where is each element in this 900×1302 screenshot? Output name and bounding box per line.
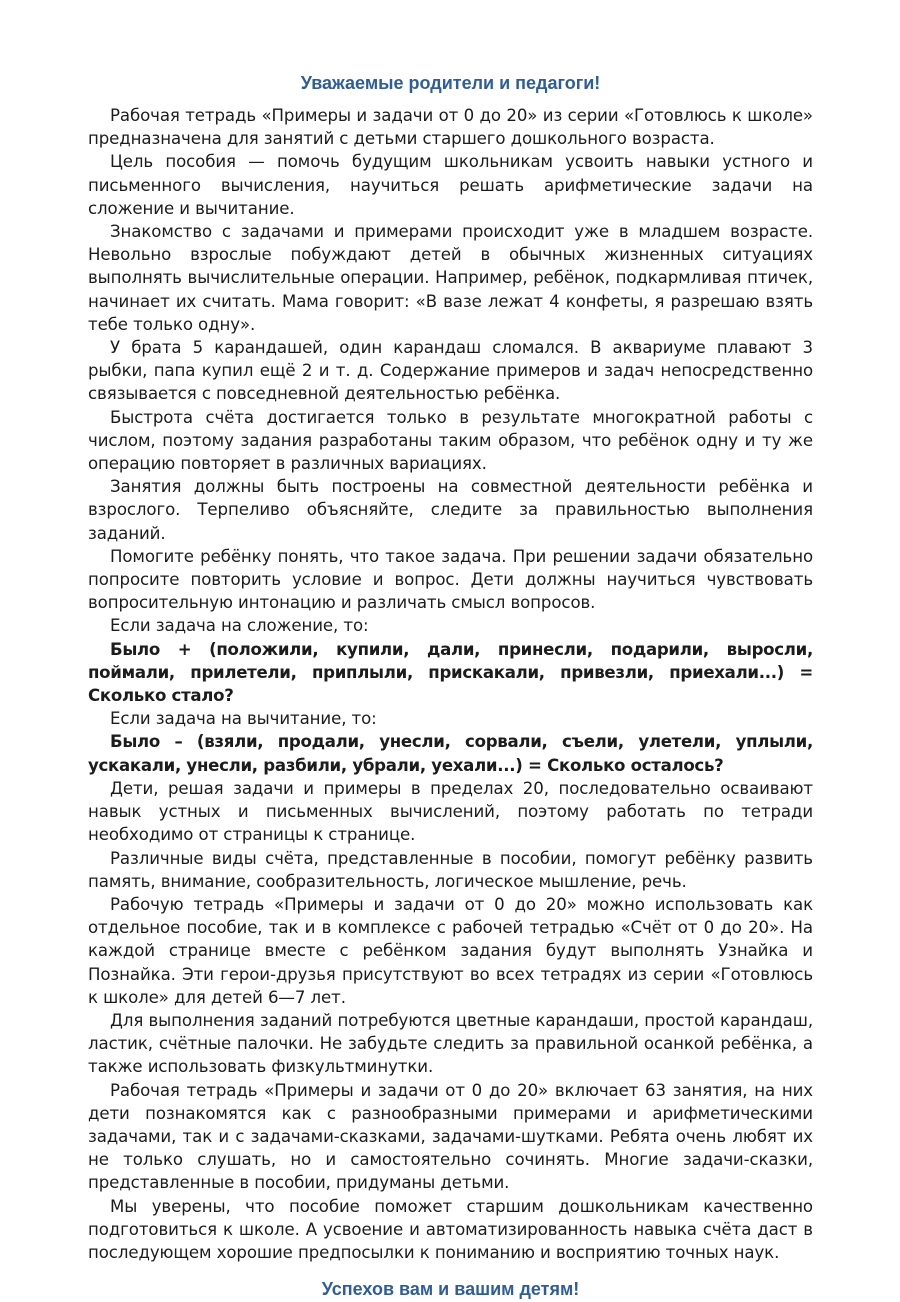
paragraph-understand-task: Помогите ребёнку понять, что такое задача. При решении задачи обязательно попросите повторить условие и вопрос. Дети должны научиться чувствовать вопросительную интонацию и различать смысл вопросов. [88, 546, 813, 613]
paragraph-counting-types: Различные виды счёта, представленные в пособии, помогут ребёнку развить память, внимание, сообразительность, логическое мышление, речь. [88, 848, 813, 891]
paragraph-conclusion: Мы уверены, что пособие поможет старшим дошкольникам качественно подготовиться к школе. А усвоение и автоматизированность навыка счёта даст в последующем хорошие предпосылки к пониманию и восприятию точных наук. [88, 1196, 813, 1262]
paragraph-pencils-example: У брата 5 карандашей, один карандаш сломался. В аквариуме плавают 3 рыбки, папа купил ещё 2 и т. д. Содержание примеров и задач непосредственно связывается с повседневной деятельностью ребёнка. [88, 338, 813, 404]
paragraph-addition-intro: Если задача на сложение, то: [110, 616, 369, 636]
paragraph-within-20: Дети, решая задачи и примеры в пределах 20, последовательно осваивают навык устных и письменных вычислений, поэтому работать по тетради необходимо от страницы к странице. [88, 778, 813, 845]
page-heading: Уважаемые родители и педагоги! [300, 73, 601, 93]
paragraph-subtraction-intro: Если задача на вычитание, то: [110, 709, 377, 729]
paragraph-joint-activity: Занятия должны быть построены на совместной деятельности ребёнка и взрослого. Терпеливо объясняйте, следите за правильностью выполнения заданий. [88, 477, 813, 543]
paragraph-workbook-usage: Рабочую тетрадь «Примеры и задачи от 0 до 20» можно использовать как отдельное пособие, так и в комплексе с рабочей тетрадью «Счёт от 0 до 20». На каждой странице вместе с ребёнком задания будут выполнять Узнайка и Познайка. Эти герои-друзья присутствуют во всех тетрадях из серии «Готовлюсь к школе» для детей 6—7 лет. [88, 894, 813, 1007]
closing-wish: Успехов вам и вашим детям! [321, 1279, 580, 1300]
paragraph-speed: Быстрота счёта достигается только в результате многократной работы с числом, поэтому задания разработаны таким образом, что ребёнок одну и ту же операцию повторяет в различных вариациях. [88, 407, 813, 474]
paragraph-materials: Для выполнения заданий потребуются цветные карандаши, простой карандаш, ластик, счётные палочки. Не забудьте следить за правильной осанкой ребёнка, а также использовать физкультминутки. [88, 1010, 813, 1077]
paragraph-addition-rule: Было + (положили, купили, дали, принесли, подарили, выросли, поймали, прилетели, приплыли, прискакали, привезли, приехали...) = Сколько стало? [88, 639, 813, 706]
paragraph-goal: Цель пособия — помочь будущим школьникам усвоить навыки устного и письменного вычисления, научиться решать арифметические задачи на сложение и вычитание. [88, 152, 813, 218]
paragraph-intro: Рабочая тетрадь «Примеры и задачи от 0 до 20» из серии «Готовлюсь к школе» предназначена для занятий с детьми старшего дошкольного возраста. [88, 106, 813, 149]
paragraph-subtraction-rule: Было – (взяли, продали, унесли, сорвали, съели, улетели, уплыли, ускакали, унесли, разбили, убрали, уехали...) = Сколько осталось? [88, 732, 813, 775]
paragraph-lessons: Рабочая тетрадь «Примеры и задачи от 0 до 20» включает 63 занятия, на них дети познакомятся как с разнообразными примерами и арифметическими задачами, так и с задачами-сказками, задачами-шутками. Ребята очень любят их не только слушать, но и самостоятельно сочинять. Многие задачи-сказки, представленные в пособии, придуманы детьми. [88, 1080, 813, 1193]
paragraph-early-age: Знакомство с задачами и примерами происходит уже в младшем возрасте. Невольно взрослые побуждают детей в обычных жизненных ситуациях выполнять вычислительные операции. Например, ребёнок, подкармливая птичек, начинает их считать. Мама говорит: «В вазе лежат 4 конфеты, я разрешаю взять тебе только одну». [88, 222, 813, 334]
